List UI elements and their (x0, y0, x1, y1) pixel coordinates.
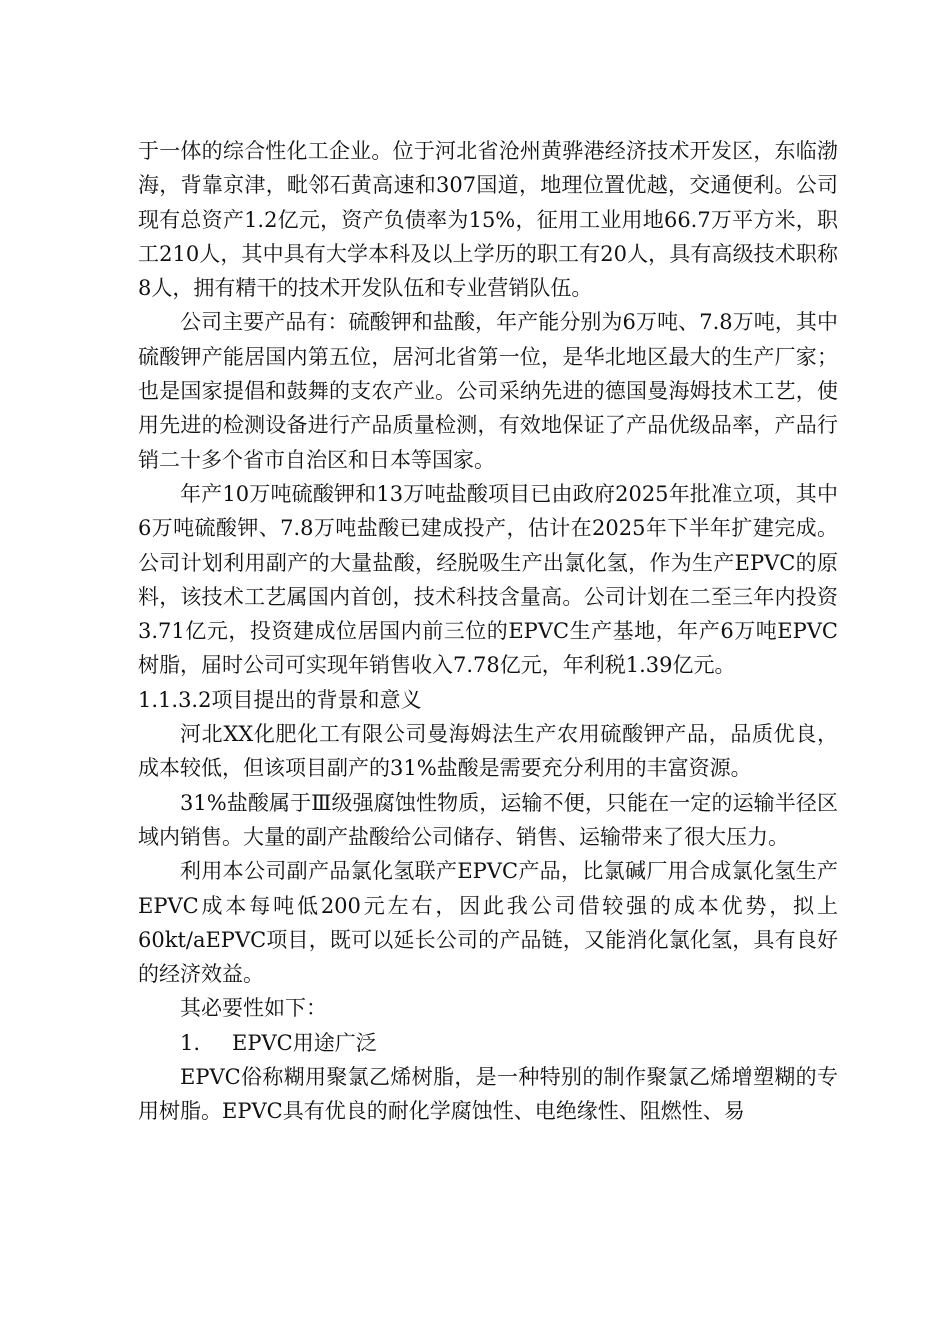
paragraph-necessity-intro: 其必要性如下： (180, 996, 327, 1021)
paragraph-company-overview: 于一体的综合性化工企业。位于河北省沧州黄骅港经济技术开发区，东临渤海，背靠京津，毗邻石黄高速和307国道，地理位置优越，交通便利。公司现有总资产1.2亿元，资产负债率为15%，征用工业用地66.7万平方米，职工210人，其中具有大学本科及以上学历的职工有20人，具有高级技术职称8人，拥有精干的技术开发队伍和专业营销队伍。 (138, 139, 838, 301)
list-item-text: EPVC用途广泛 (232, 1030, 377, 1055)
paragraph-project-status: 年产10万吨硫酸钾和13万吨盐酸项目已由政府2025年批准立项，其中6万吨硫酸钾、7.8万吨盐酸已建成投产，估计在2025年下半年扩建完成。公司计划利用副产的大量盐酸，经脱吸生产出氯化氢，作为生产EPVC的原料，该技术工艺属国内首创，技术科技含量高。公司计划在二至三年内投资3.71亿元，投资建成位居国内前三位的EPVC生产基地，年产6万吨EPVC树脂，届时公司可实现年销售收入7.78亿元，年利税1.39亿元。 (138, 481, 838, 678)
paragraph-epvc-advantage: 利用本公司副产品氯化氢联产EPVC产品，比氯碱厂用合成氯化氢生产EPVC成本每吨低200元左右，因此我公司借较强的成本优势，拟上60kt/aEPVC项目，既可以延长公司的产品链，又能消化氯化氢，具有良好的经济效益。 (138, 859, 838, 987)
paragraph-potassium-sulfate: 河北XX化肥化工有限公司曼海姆法生产农用硫酸钾产品，品质优良，成本较低，但该项目副产的31%盐酸是需要充分利用的丰富资源。 (138, 722, 838, 781)
paragraph-hydrochloric-acid: 31%盐酸属于Ⅲ级强腐蚀性物质，运输不便，只能在一定的运输半径区域内销售。大量的副产盐酸给公司储存、销售、运输带来了很大压力。 (138, 790, 838, 849)
document-body (138, 134, 838, 1129)
list-item-epvc-uses (138, 1026, 838, 1060)
section-heading: 1.1.3.2项目提出的背景和意义 (138, 687, 422, 712)
list-number: 1. (180, 1030, 201, 1055)
paragraph-main-products: 公司主要产品有：硫酸钾和盐酸，年产能分别为6万吨、7.8万吨，其中硫酸钾产能居国内第五位，居河北省第一位，是华北地区最大的生产厂家；也是国家提倡和鼓舞的支农产业。公司采纳先进的德国曼海姆技术工艺，使用先进的检测设备进行产品质量检测，有效地保证了产品优级品率，产品行销二十多个省市自治区和日本等国家。 (138, 310, 838, 472)
paragraph-epvc-description: EPVC俗称糊用聚氯乙烯树脂，是一种特别的制作聚氯乙烯增塑糊的专用树脂。EPVC具有优良的耐化学腐蚀性、电绝缘性、阻燃性、易 (138, 1065, 838, 1124)
